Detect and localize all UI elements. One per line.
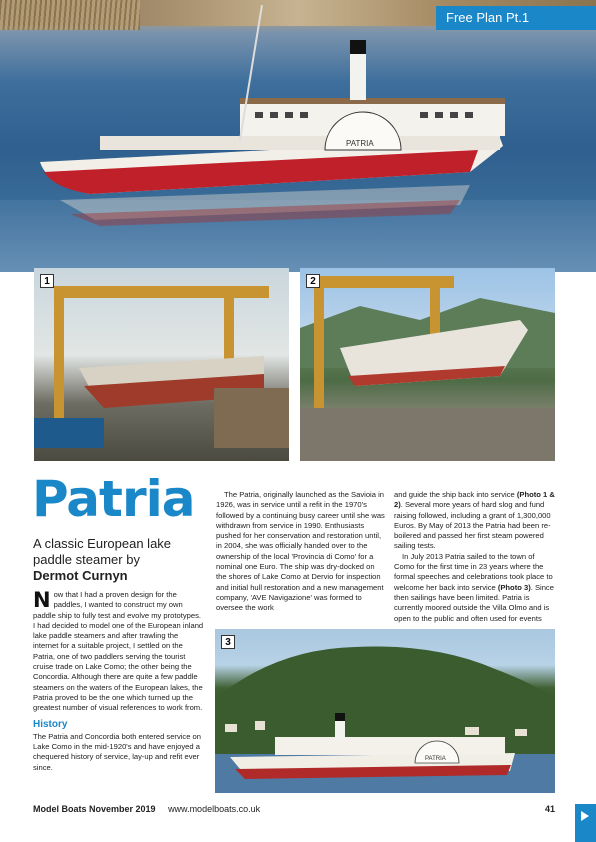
- text: In July 2013 Patria sailed to the town of Como for the first time in 23 years where the formal speeches and celebrations took place to welcome her back into service: [394, 551, 553, 592]
- history-heading: History: [33, 718, 68, 730]
- free-plan-tag: Free Plan Pt.1: [436, 6, 596, 30]
- body-column-2: [216, 490, 386, 614]
- page-footer: [33, 804, 260, 814]
- intro-paragraph: [33, 590, 205, 714]
- body-paragraph: [394, 552, 556, 624]
- svg-text:PATRIA: PATRIA: [346, 139, 374, 148]
- svg-text:PATRIA: PATRIA: [425, 756, 446, 762]
- steamer-on-lake-image: [215, 629, 555, 793]
- body-paragraph: The Patria, originally launched as the Savioia in 1926, was in service until a refit in the 1970's followed by a continuing busy career until she was withdrawn from service in 1990. Enthusiasts pushed for her conservation and restoration until, in 2004, she was officially handed over to the ownership of the local 'Provincia di Como' for a nominal one Euro. The ship was dry-docked on the shores of Lake Como at Dervio for inspection and initial hull restoration and a new management company, 'AVE Navigazione' was formed to oversee the work: [216, 490, 385, 613]
- next-page-button[interactable]: [575, 804, 596, 842]
- history-paragraph: The Patria and Concordia both entered service on Lake Como in the mid-1920's and have enjoyed a chequered history of service, lay-up and refit ever since.: [33, 731, 202, 772]
- page-number: 41: [545, 804, 556, 814]
- photo-2-drydock: [300, 268, 555, 461]
- text: and guide the ship back into service: [394, 490, 517, 499]
- subtitle-text: A classic European lake paddle steamer by: [33, 536, 172, 567]
- photo-reference: (Photo 1 & 2): [394, 490, 555, 510]
- body-column-3: [394, 490, 556, 624]
- paddle-steamer-model-image: [0, 0, 596, 272]
- photo-reference: (Photo 3): [497, 582, 531, 592]
- body-column-1: [33, 590, 205, 773]
- intro-text: ow that I had a proven design for the paddles, I wanted to construct my own paddle ship to fully test and evolve my prototypes. I had decided to model one of the European inland lake paddle steamers and after trawling the internet for a suitable project, I settled on the Patria, one of two paddlers serving the tourist cruise trade on Lake Como; the other being the Concordia. Although there are quite a few paddle steamers on the waters of the European lakes, the Patria proved to be the one which turned up the greatest number of visual references to work from.: [33, 590, 204, 713]
- magazine-issue: Model Boats November 2019: [33, 804, 156, 814]
- hero-photo: [0, 0, 596, 272]
- right-triangle-icon: [581, 811, 589, 821]
- text: . Since then sailings have been limited. Patria is currently moored outside the Villa Olmo and is open to the public and often used for events: [394, 582, 554, 623]
- photo-number: 3: [221, 635, 235, 649]
- article-title: Patria: [32, 470, 195, 528]
- drop-cap: N: [33, 588, 51, 612]
- body-paragraph: [394, 490, 556, 552]
- author-name: Dermot Curnyn: [33, 568, 128, 583]
- hull-on-slipway-image: [300, 268, 555, 461]
- photo-number: 1: [40, 274, 54, 288]
- website-link[interactable]: www.modelboats.co.uk: [168, 804, 261, 814]
- gantry-crane-image: [34, 268, 289, 461]
- text: . Several more years of hard slog and fund raising followed, including a grant of 1,300,000 Euros. By May of 2013 the Patria had been re-boilered and passed her first steam powered sailing tests.: [394, 500, 551, 551]
- photo-3-lake-como: [215, 629, 555, 793]
- photo-1-drydock: [34, 268, 289, 461]
- photo-number: 2: [306, 274, 320, 288]
- article-subtitle: [33, 536, 203, 584]
